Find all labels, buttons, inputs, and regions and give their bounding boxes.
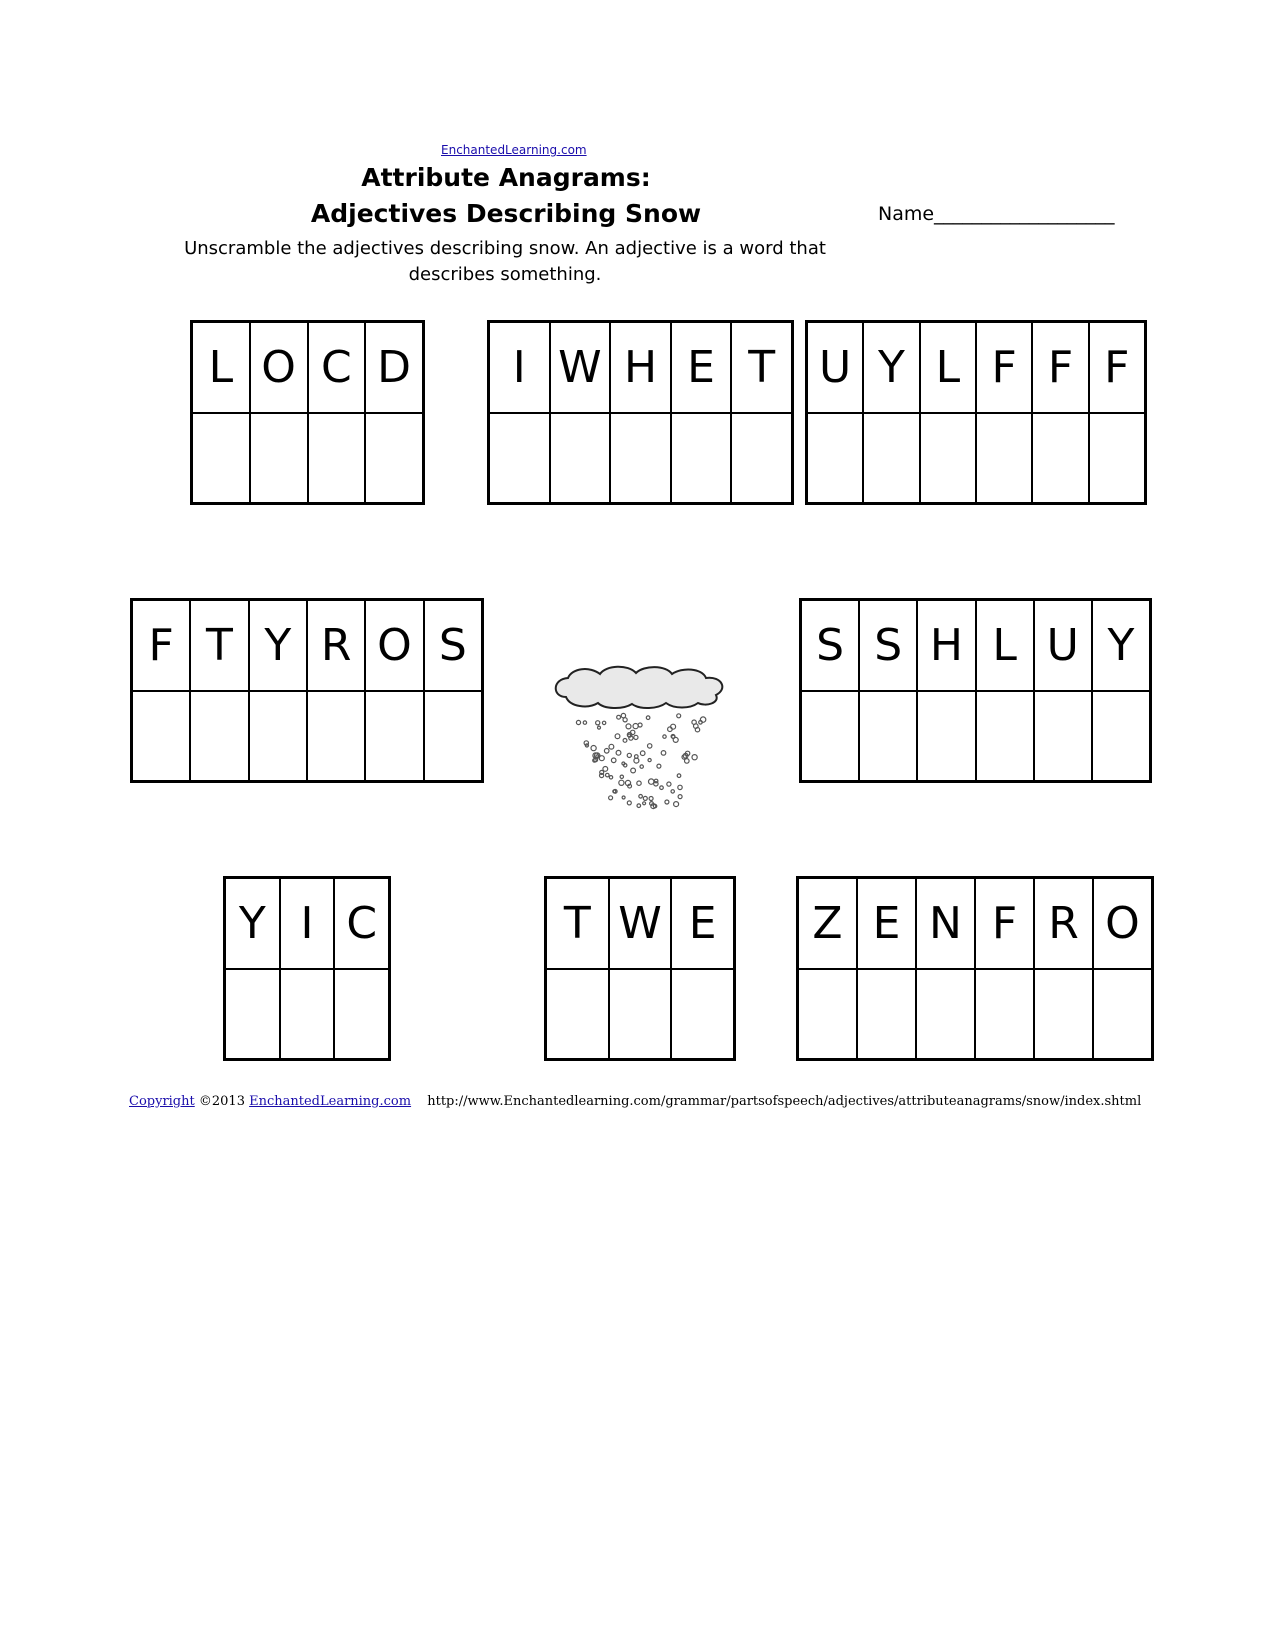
answer-box[interactable] [1033,412,1087,503]
answer-box[interactable] [547,968,608,1059]
letter-column [858,601,916,780]
anagram-grid-1 [190,320,425,505]
instructions: Unscramble the adjectives describing snow. An adjective is a word that describes something. [184,238,826,285]
letter-column [862,323,918,502]
answer-box[interactable] [860,690,916,781]
footer-site-link[interactable]: EnchantedLearning.com [249,1094,412,1109]
worksheet-title: Attribute Anagrams: [361,163,651,192]
snow-cloud-icon [548,665,738,810]
scrambled-letter: E [688,897,717,949]
scrambled-letter: T [563,897,591,949]
answer-box[interactable] [672,968,733,1059]
letter-column [547,879,608,1058]
answer-box[interactable] [1035,968,1092,1059]
scrambled-letter: S [874,619,903,671]
letter-column [919,323,975,502]
name-field-label: Name___________________ [878,203,1115,225]
letter-column [490,323,549,502]
letter-column [975,323,1031,502]
anagram-grid-3 [805,320,1147,505]
letter-column [226,879,279,1058]
answer-box[interactable] [799,968,856,1059]
letter-column [364,601,422,780]
scrambled-letter: Z [812,897,843,949]
anagram-grid-6 [223,876,391,1061]
letter-column [1031,323,1087,502]
copyright-year: ©2013 [198,1094,245,1109]
answer-box[interactable] [335,968,388,1059]
scrambled-letter: I [300,897,314,949]
letter-column [975,601,1033,780]
scrambled-letter: S [816,619,845,671]
scrambled-letter: Y [878,341,905,393]
letter-column [915,879,974,1058]
letter-column [609,323,670,502]
scrambled-letter: R [1048,897,1079,949]
answer-box[interactable] [133,690,189,781]
scrambled-letter: L [208,341,234,393]
answer-box[interactable] [732,412,791,503]
scrambled-letter: S [438,619,467,671]
scrambled-letter: C [346,897,378,949]
scrambled-letter: R [320,619,352,671]
scrambled-letter: C [321,341,352,393]
anagram-grid-8 [796,876,1154,1061]
letter-column [306,601,364,780]
letter-column [1033,601,1091,780]
answer-box[interactable] [366,690,422,781]
answer-box[interactable] [918,690,974,781]
scrambled-letter: H [929,619,963,671]
answer-box[interactable] [191,690,247,781]
answer-box[interactable] [551,412,610,503]
anagram-grid-7 [544,876,736,1061]
scrambled-letter: Y [264,619,292,671]
letter-column [916,601,974,780]
letter-column [423,601,481,780]
answer-box[interactable] [281,968,334,1059]
worksheet-subtitle: Adjectives Describing Snow [310,199,702,228]
answer-box[interactable] [1090,412,1144,503]
letter-column [549,323,610,502]
letter-column [974,879,1033,1058]
answer-box[interactable] [226,968,279,1059]
copyright-link[interactable]: Copyright [129,1094,195,1109]
scrambled-letter: L [935,341,961,393]
letter-column [279,879,334,1058]
letter-column [670,879,733,1058]
answer-box[interactable] [917,968,974,1059]
scrambled-letter: O [377,619,412,671]
anagram-grid-4 [130,598,484,783]
answer-box[interactable] [425,690,481,781]
scrambled-letter: O [1105,897,1140,949]
answer-box[interactable] [672,412,731,503]
answer-box[interactable] [1094,968,1151,1059]
scrambled-letter: D [377,341,412,393]
letter-column [193,323,249,502]
answer-box[interactable] [808,412,862,503]
answer-box[interactable] [864,412,918,503]
answer-box[interactable] [1093,690,1149,781]
scrambled-letter: L [992,619,1017,671]
letter-column [307,323,365,502]
letter-column [364,323,422,502]
letter-column [730,323,791,502]
anagram-grid-5 [799,598,1152,783]
letter-column [802,601,858,780]
scrambled-letter: F [1047,341,1074,393]
answer-box[interactable] [977,412,1031,503]
answer-box[interactable] [802,690,858,781]
scrambled-letter: W [558,341,602,393]
scrambled-letter: F [1104,341,1130,393]
answer-box[interactable] [1035,690,1091,781]
letter-column [1033,879,1092,1058]
letter-column [333,879,388,1058]
letter-column [1091,601,1149,780]
letter-column [799,879,856,1058]
answer-box[interactable] [308,690,364,781]
anagram-grid-2 [487,320,794,505]
letter-column [1088,323,1144,502]
answer-box[interactable] [490,412,549,503]
scrambled-letter: E [687,341,715,393]
scrambled-letter: H [623,341,658,393]
answer-box[interactable] [858,968,915,1059]
header-site-link[interactable]: EnchantedLearning.com [441,143,587,157]
scrambled-letter: W [618,897,662,949]
answer-box[interactable] [366,412,422,503]
scrambled-letter: Y [238,897,266,949]
answer-box[interactable] [250,690,306,781]
letter-column [1092,879,1151,1058]
scrambled-letter: T [206,619,233,671]
answer-box[interactable] [193,412,249,503]
letter-column [248,601,306,780]
letter-column [133,601,189,780]
scrambled-letter: F [991,341,1017,393]
scrambled-letter: U [819,341,852,393]
answer-box[interactable] [251,412,307,503]
footer [129,1094,1141,1109]
answer-box[interactable] [921,412,975,503]
scrambled-letter: F [991,897,1018,949]
scrambled-letter: I [512,341,526,393]
scrambled-letter: F [148,619,174,671]
scrambled-letter: E [872,897,901,949]
letter-column [670,323,731,502]
letter-column [189,601,247,780]
scrambled-letter: O [261,341,296,393]
answer-box[interactable] [977,690,1033,781]
scrambled-letter: Y [1107,619,1135,671]
answer-box[interactable] [611,412,670,503]
scrambled-letter: U [1046,619,1079,671]
page-url: http://www.Enchantedlearning.com/grammar/partsofspeech/adjectives/attributeanagrams/snow/index.shtml [427,1094,1142,1109]
scrambled-letter: N [929,897,962,949]
scrambled-letter: T [748,341,776,393]
answer-box[interactable] [610,968,671,1059]
letter-column [608,879,671,1058]
letter-column [808,323,862,502]
answer-box[interactable] [976,968,1033,1059]
letter-column [856,879,915,1058]
answer-box[interactable] [309,412,365,503]
letter-column [249,323,307,502]
